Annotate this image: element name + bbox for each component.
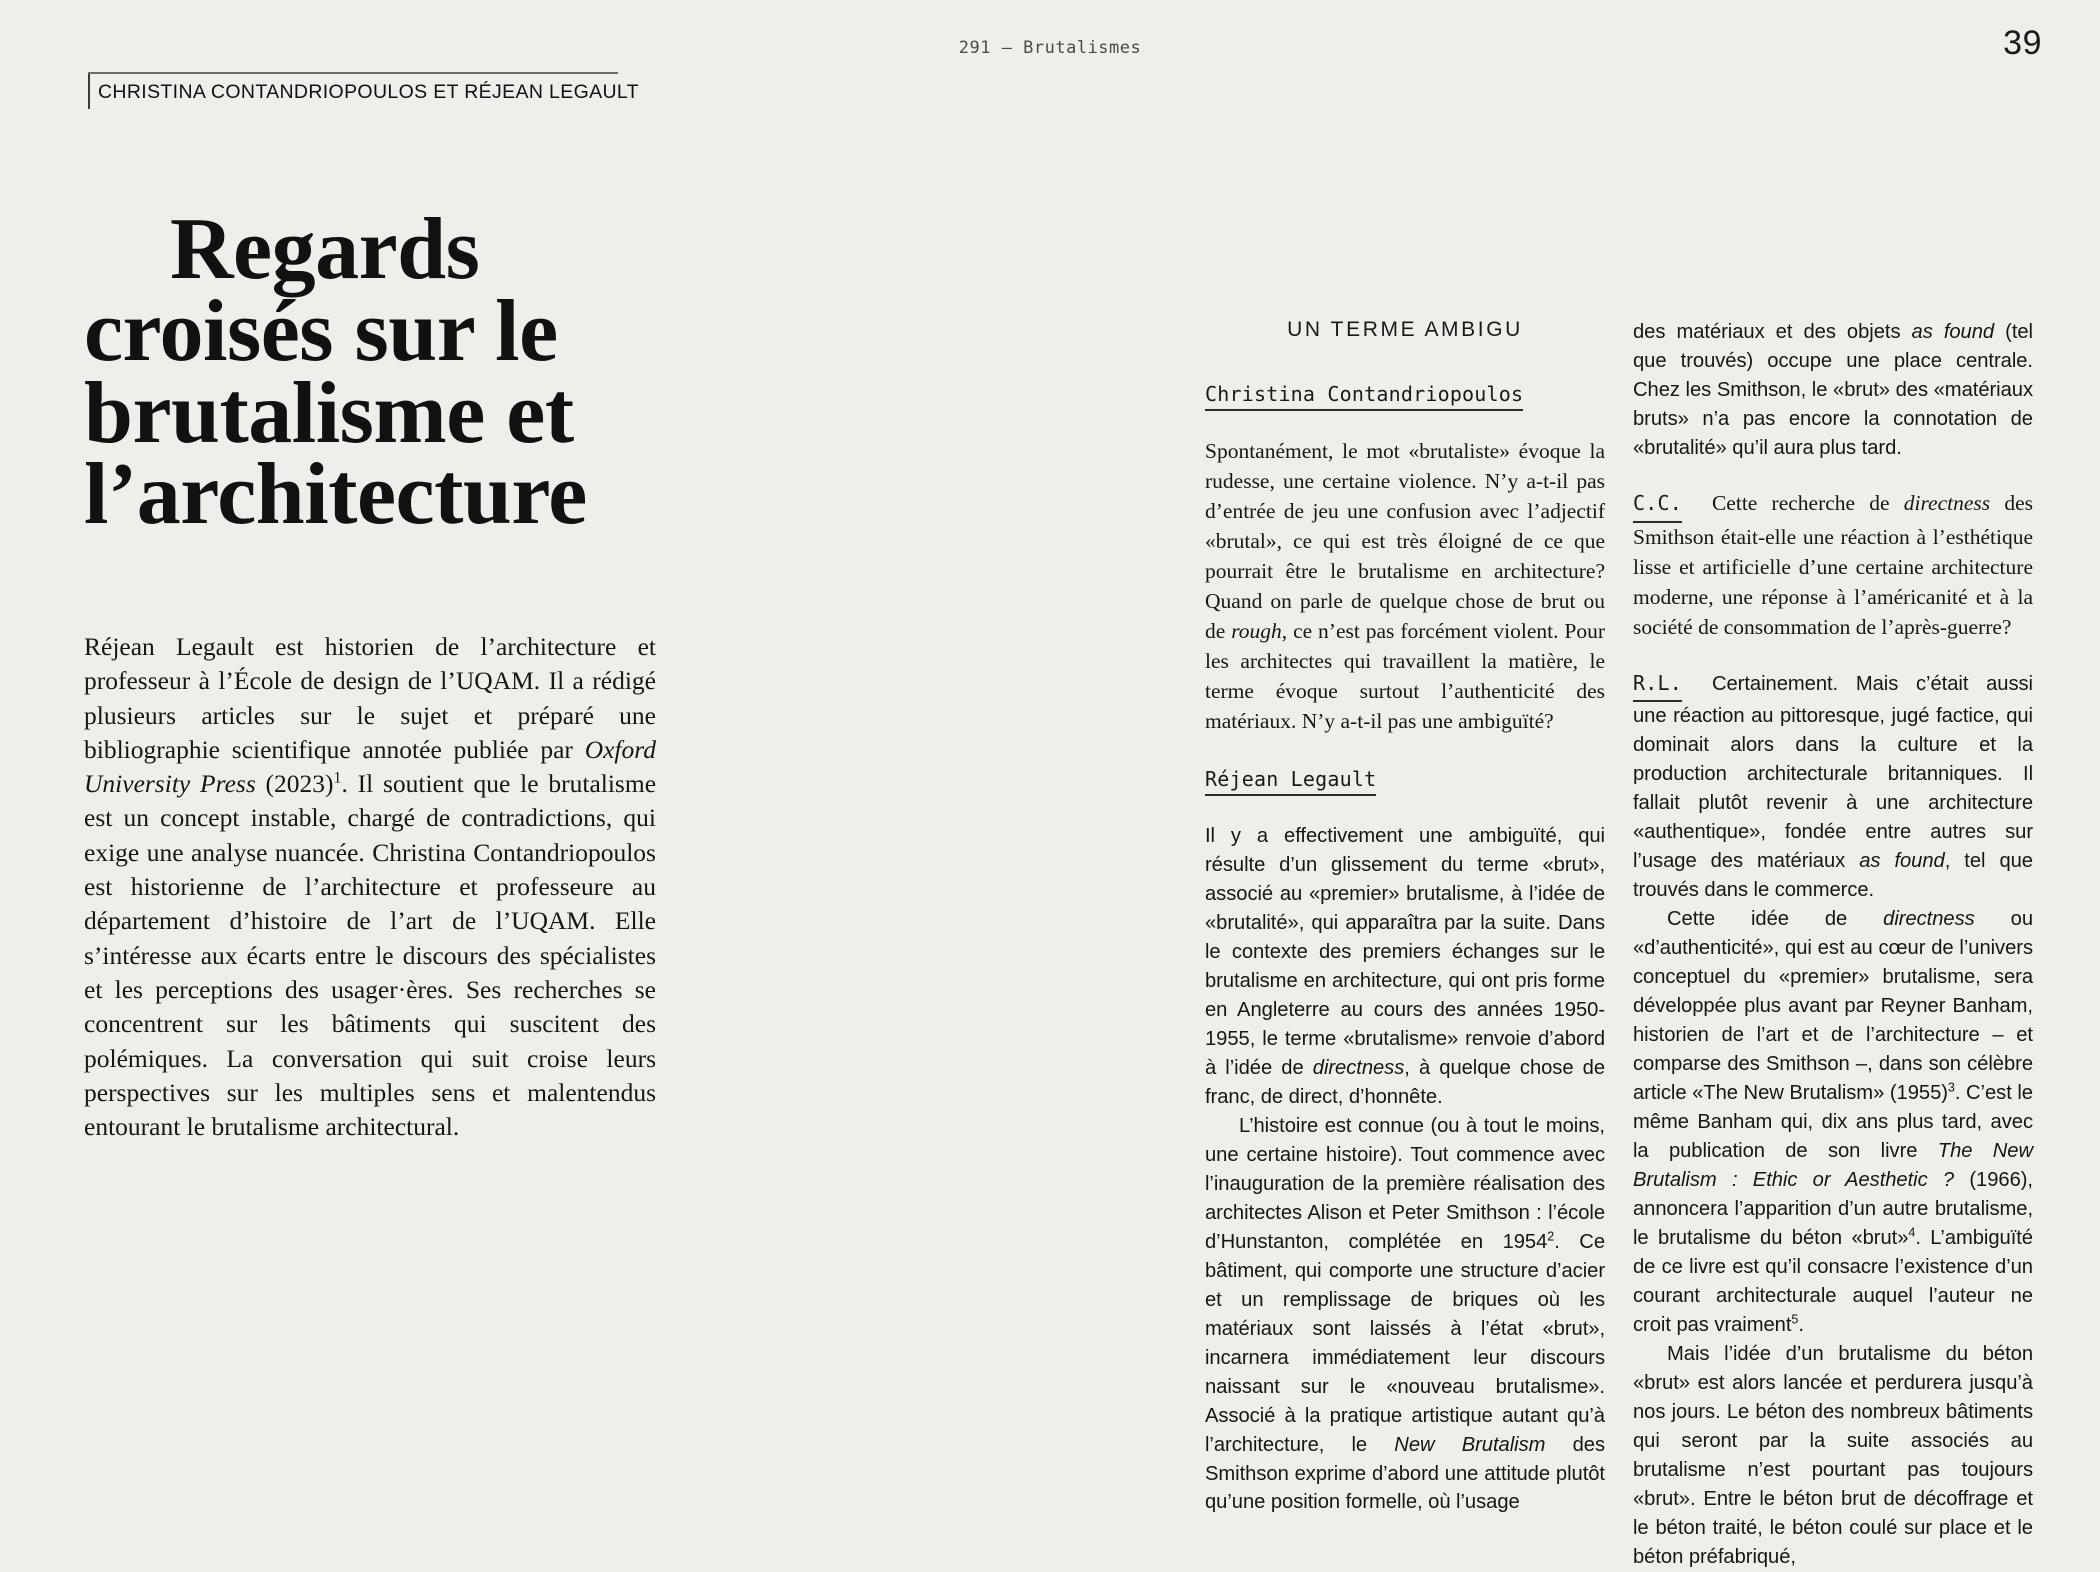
para-text-r1b: (tel que trouvés) occupe une place centrale. Chez les Smithson, le «brut» des «matériaux bruts» n’a pas encore la connotation de «brutalité» qu’il aura plus tard.: [1633, 321, 2033, 459]
intro-italic-publisher: Oxford University Press: [84, 734, 656, 799]
intro-paragraph: [84, 630, 656, 1144]
intro-footnote-1: 1: [333, 769, 342, 787]
running-head: 291 — Brutalismes: [958, 38, 1142, 58]
byline: [88, 72, 639, 115]
footnote-marker-3: 3: [1947, 1080, 1955, 1095]
footnote-marker-4: 4: [1908, 1225, 1916, 1240]
para-text-r1a: des matériaux et des objets: [1633, 321, 1912, 343]
right-column: [1633, 318, 2033, 1572]
para-text-1a: Spontanément, le mot «brutaliste» évoque la rudesse, une certaine violence. N’y a-t-il pas d’entrée de jeu une confusion avec l’adjectif «brutal», ce qui est très éloigné de ce que pourrait être le brutalisme en architecture? Quand on parle de quelque chose de brut ou de: [1205, 439, 1605, 643]
paragraph-rejean-1: [1205, 822, 1605, 1112]
title-line-2: croisés sur le: [84, 282, 558, 380]
title-line-3: brutalisme et: [84, 364, 574, 462]
footnote-marker-5: 5: [1791, 1312, 1799, 1327]
para-text-3a: L’histoire est connue (ou à tout le moins, une certaine histoire). Tout commence avec l’inauguration de la première réalisation des architectes Alison et Peter Smithson : l’école d’Hunstanton, complétée en 1954: [1205, 1114, 1605, 1253]
paragraph-right-cc: [1633, 489, 2033, 643]
para-italic-book-title: The New Brutalism : Ethic or Aesthetic ?: [1633, 1140, 2033, 1192]
intro-text-1: Réjean Legault est historien de l’architecture et professeur à l’École de design de l’UQAM. Il a rédigé plusieurs articles sur le sujet et préparé une bibliographie scientifique annotée publiée par: [84, 632, 656, 764]
title-line-4: l’architecture: [84, 446, 587, 544]
paragraph-right-1: [1633, 318, 2033, 463]
middle-column: [1205, 318, 1605, 1517]
para-text-2a: Il y a effectivement une ambiguïté, qui résulte d’un glissement du terme «brut», associé au «premier» brutalisme, à l’idée de «brutalité», qui apparaîtra par la suite. Dans le contexte des premiers échanges sur le brutalisme en architecture, qui ont pris forme en Angleterre au cours des années 1950-1955, le terme «brutalisme» renvoie d’abord à l’idée de: [1205, 824, 1605, 1079]
para-text-r4f: .: [1798, 1314, 1804, 1337]
para-text-3b: . Ce bâtiment, qui comporte une structure d’acier et un remplissage de briques où les matériaux sont laissés à l’état «brut», incarnera immédiatement leur discours naissant sur le «nouveau brutalisme». Associé à la pratique artistique autant qu’à l’architecture, le: [1205, 1230, 1605, 1456]
para-italic-as-found-2: as found: [1859, 850, 1945, 873]
footnote-marker-2: 2: [1547, 1228, 1555, 1243]
para-italic-rough: rough: [1231, 618, 1282, 643]
byline-authors: CHRISTINA CONTANDRIOPOULOS ET RÉJEAN LEGAULT: [98, 81, 639, 103]
para-text-r4d: (1966), annoncera l’apparition d’un autre brutalisme, le brutalisme du béton «brut»: [1633, 1169, 2033, 1250]
para-italic-directness-3: directness: [1883, 908, 1975, 931]
para-text-r4b: ou «d’authenticité», qui est au cœur de l’univers conceptuel du «premier» brutalisme, sera développée plus avant par Reyner Banham, historien de l’art et de l’architecture – et comparse des Smithson –, dans son célèbre article «The New Brutalism» (1955): [1633, 908, 2033, 1105]
paragraph-christina-1: [1205, 437, 1605, 737]
paragraph-rejean-2: [1205, 1112, 1605, 1518]
speaker-label-rl: R.L.: [1633, 669, 1682, 703]
para-italic-directness-2: directness: [1903, 490, 1991, 515]
intro-text-3: . Il soutient que le brutalisme est un concept instable, chargé de contradictions, qui exige une analyse nuancée. Christina Contandriopoulos est historienne de l’architecture et professeure au département d’histoire de l’art de l’UQAM. Elle s’intéresse aux écarts entre le discours des spécialistes et les perceptions des usager·ères. Ses recherches se concentrent sur les bâtiments qui suscitent des polémiques. La conversation qui suit croise leurs perspectives sur les multiples sens et malentendus entourant le brutalisme architectural.: [84, 769, 657, 1142]
speaker-label-christina: Christina Contandriopoulos: [1205, 382, 1523, 411]
para-text-r2a: Cette recherche de: [1711, 490, 1904, 515]
para-text-3c: des Smithson exprime d’abord une attitude plutôt qu’une position formelle, où l’usage: [1205, 1433, 1605, 1514]
para-text-r2b: des Smithson était-elle une réaction à l’esthétique lisse et artificielle d’une certaine architecture moderne, une réponse à l’américanité et à la société de consommation de l’après-guerre?: [1633, 490, 2033, 639]
page-title: [84, 200, 704, 544]
section-heading: UN TERME AMBIGU: [1287, 318, 1523, 341]
para-italic-new-brutalism: New Brutalism: [1394, 1433, 1546, 1456]
page-number: 39: [2003, 24, 2042, 62]
intro-text-2: (2023): [255, 769, 334, 799]
speaker-label-rejean: Réjean Legault: [1205, 767, 1376, 796]
paragraph-right-4: [1633, 905, 2033, 1340]
byline-left-tick: [88, 74, 90, 109]
paragraph-right-5: Mais l’idée d’un brutalisme du béton «brut» est alors lancée et perdurera jusqu’à nos jours. Le béton des nombreux bâtiments qui seront par la suite associés au brutalisme n’est pourtant pas toujours «brut». Entre le béton brut de décoffrage et le béton traité, le béton coulé sur place et le béton préfabriqué,: [1633, 1343, 2033, 1568]
para-text-r4a: Cette idée de: [1667, 908, 1884, 931]
paragraph-right-rl: [1633, 669, 2033, 906]
para-text-2b: , à quelque chose de franc, de direct, d’honnête.: [1205, 1056, 1606, 1108]
para-italic-directness: directness: [1312, 1056, 1405, 1079]
speaker-label-cc: C.C.: [1633, 490, 1682, 523]
title-line-1: Regards: [170, 200, 480, 298]
para-text-r3a: Certainement. Mais c’était aussi une réaction au pittoresque, jugé factice, qui dominait alors dans la culture et la production architecturale britanniques. Il fallait plutôt revenir à une architecture «authentique», fondée entre autres sur l’usage des matériaux: [1633, 672, 2033, 873]
para-italic-as-found: as found: [1911, 321, 1995, 343]
para-text-r3b: , tel que trouvés dans le commerce.: [1633, 850, 2033, 902]
para-text-1b: , ce n’est pas forcément violent. Pour les architectes qui travaillent la matière, le terme évoque surtout l’authenticité des matériaux. N’y a-t-il pas une ambiguïté?: [1205, 618, 1605, 733]
para-text-r4e: . L’ambiguïté de ce livre est qu’il consacre l’existence d’un courant architecturale auquel l’auteur ne croit pas vraiment: [1633, 1227, 2033, 1337]
para-text-r4c: . C’est le même Banham qui, dix ans plus tard, avec la publication de son livre: [1633, 1082, 2033, 1163]
